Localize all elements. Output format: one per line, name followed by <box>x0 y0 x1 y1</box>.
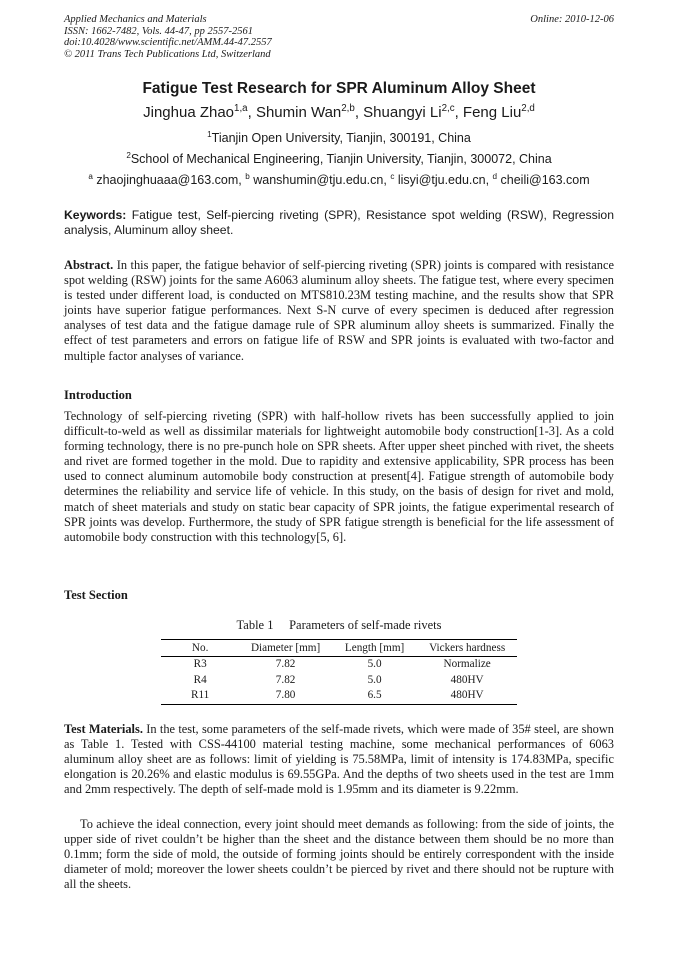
email-list <box>0 173 678 187</box>
affiliation-text: Tianjin Open University, Tianjin, 300191, China <box>211 131 471 145</box>
author-separator: , <box>454 104 463 121</box>
author-name: Shumin Wan <box>255 104 342 121</box>
online-date: Online: 2010-12-06 <box>530 14 614 25</box>
introduction-text: Technology of self-piercing riveting (SPR) with half-hollow rivets has been successfully applied to join difficult-to-weld as well as dissimilar materials for lightweight automobile body construction[1-3]. As a cold forming technology, there is no pre-punch hole on SPR sheets. After upper sheet pinched with rivet, the sheets and rivet are formed together in the mold. Due to rapidity and extensive applicability, SPR process has been used to connect aluminum automobile body construction at present[4]. Fatigue strength of automobile body determines the reliability and service life of vehicle. In this study, on the basis of design for rivet and mold, match of sheet materials and study on static bear capacity of SPR joints, the fatigue experimental research of SPR joints was develop. Furthermore, the study of SPR fatigue strength is beneficial for the life assessment of automobile body construction with this technology[5, 6]. <box>64 409 614 544</box>
affiliation-text: School of Mechanical Engineering, Tianjin University, Tianjin, 300072, China <box>130 152 552 166</box>
table-cell: 7.82 <box>275 658 296 670</box>
keywords <box>64 208 614 238</box>
author-sup: 2,b <box>341 103 355 114</box>
journal-name: Applied Mechanics and Materials <box>64 14 207 25</box>
table-cell: R4 <box>193 673 207 686</box>
abstract-label: Abstract. <box>64 258 114 272</box>
table-header-cell: No. <box>161 640 239 657</box>
email-sup: b <box>245 171 250 181</box>
author-name: Shuangyi Li <box>363 104 442 121</box>
issn-line: ISSN: 1662-7482, Vols. 44-47, pp 2557-2561 <box>64 25 253 37</box>
author-separator: , <box>247 104 256 121</box>
table-cell: 7.82 <box>275 673 296 686</box>
affiliation-2 <box>0 152 678 166</box>
table-cell: 6.5 <box>332 688 417 704</box>
email-address[interactable]: cheili@163.com <box>500 173 590 187</box>
table-caption: Table 1 Parameters of self-made rivets <box>236 618 442 632</box>
email-address[interactable]: lisyi@tju.edu.cn, <box>397 173 493 187</box>
rivet-parameters-table <box>161 639 517 705</box>
section-heading-test-section: Test Section <box>64 588 128 602</box>
author-separator: , <box>354 104 364 121</box>
table-header-cell: Length [mm] <box>332 640 417 657</box>
copyright-line: © 2011 Trans Tech Publications Ltd, Switzerland <box>64 48 271 60</box>
email-sup: a <box>88 171 93 181</box>
author-list <box>0 104 678 121</box>
test-materials-text: In the test, some parameters of the self-made rivets, which were made of 35# steel, are shown as Table 1. Tested with CSS-44100 material testing machine, some mechanical performances of 6063 aluminum alloy sheet are as follows: limit of yielding is 75.58MPa, limit of intensity is 174.83MPa, specific elongation is 20.26% and elastic modulus is 69.55GPa. And the depths of two sheets used in the test are 1mm and 2mm respectively. The depth of self-made mold is 1.95mm and its diameter is 9.22mm. <box>64 722 614 797</box>
table-header-cell: Diameter [mm] <box>239 640 332 657</box>
table-cell: R3 <box>193 658 207 670</box>
publication-info <box>64 14 272 60</box>
email-sup: d <box>492 171 498 181</box>
ideal-connection-paragraph: To achieve the ideal connection, every joint should meet demands as following: from the side of joints, the upper side of rivet couldn’t be higher than the sheet and the distance between them should be no more than 0.1mm; form the side of mold, the outside of forming joints should be entirely correspondent with the inside diameter of mold; moreover the lower sheets couldn’t be pierced by rivet and there should not be rupture with all the sheets. <box>64 817 614 892</box>
table-header-cell: Vickers hardness <box>417 640 517 657</box>
email-sup: c <box>390 171 395 181</box>
table-cell: 480HV <box>417 688 517 704</box>
author-sup: 2,d <box>521 103 535 114</box>
table-cell: 5.0 <box>367 658 382 670</box>
table-cell: 5.0 <box>367 673 382 686</box>
test-materials-paragraph <box>64 722 614 797</box>
author-name: Feng Liu <box>462 104 522 121</box>
section-heading-introduction: Introduction <box>64 388 132 402</box>
author-sup: 2,c <box>441 103 455 114</box>
keywords-text: Fatigue test, Self-piercing riveting (SPR), Resistance spot welding (RSW), Regression analysis, Aluminum alloy sheet. <box>64 208 614 238</box>
table-cell: 480HV <box>450 673 484 686</box>
affiliation-sup: 2 <box>126 150 131 160</box>
email-address[interactable]: zhaojinghuaaa@163.com, <box>96 173 246 187</box>
author-sup: 1,a <box>234 103 248 114</box>
test-materials-label: Test Materials. <box>64 722 143 736</box>
table-row <box>161 673 517 689</box>
affiliation-1 <box>0 131 678 145</box>
keywords-label: Keywords: <box>64 208 127 222</box>
paper-title: Fatigue Test Research for SPR Aluminum Alloy Sheet <box>142 80 536 97</box>
author-name: Jinghua Zhao <box>143 104 235 121</box>
table-row <box>161 688 517 704</box>
abstract-text: In this paper, the fatigue behavior of self-piercing riveting (SPR) joints is compared with resistance spot welding (RSW) joints for the same A6063 aluminum alloy sheets. The fatigue test, where every specimen is tested under different load, is conducted on MTS810.23M testing machine, and the results show that SPR joints have superior fatigue performances. Next S-N curve of every specimen is deduced after regression analyses of test data and the fatigue damage rule of SPR aluminum alloy sheets is summarized. Finally the effect of test parameters and errors on fatigue life of RSW and SPR joints is evaluated with two-factor and multiple factor analyses of variance. <box>64 258 614 363</box>
table-row <box>161 657 517 673</box>
table-cell: 7.80 <box>239 688 332 704</box>
doi-line: doi:10.4028/www.scientific.net/AMM.44-47.2557 <box>64 37 272 48</box>
table-header-row <box>161 640 517 657</box>
email-address[interactable]: wanshumin@tju.edu.cn, <box>253 173 391 187</box>
abstract <box>64 258 614 364</box>
table-cell: Normalize <box>443 658 491 670</box>
table-cell: R11 <box>161 688 239 704</box>
affiliation-sup: 1 <box>207 129 212 139</box>
